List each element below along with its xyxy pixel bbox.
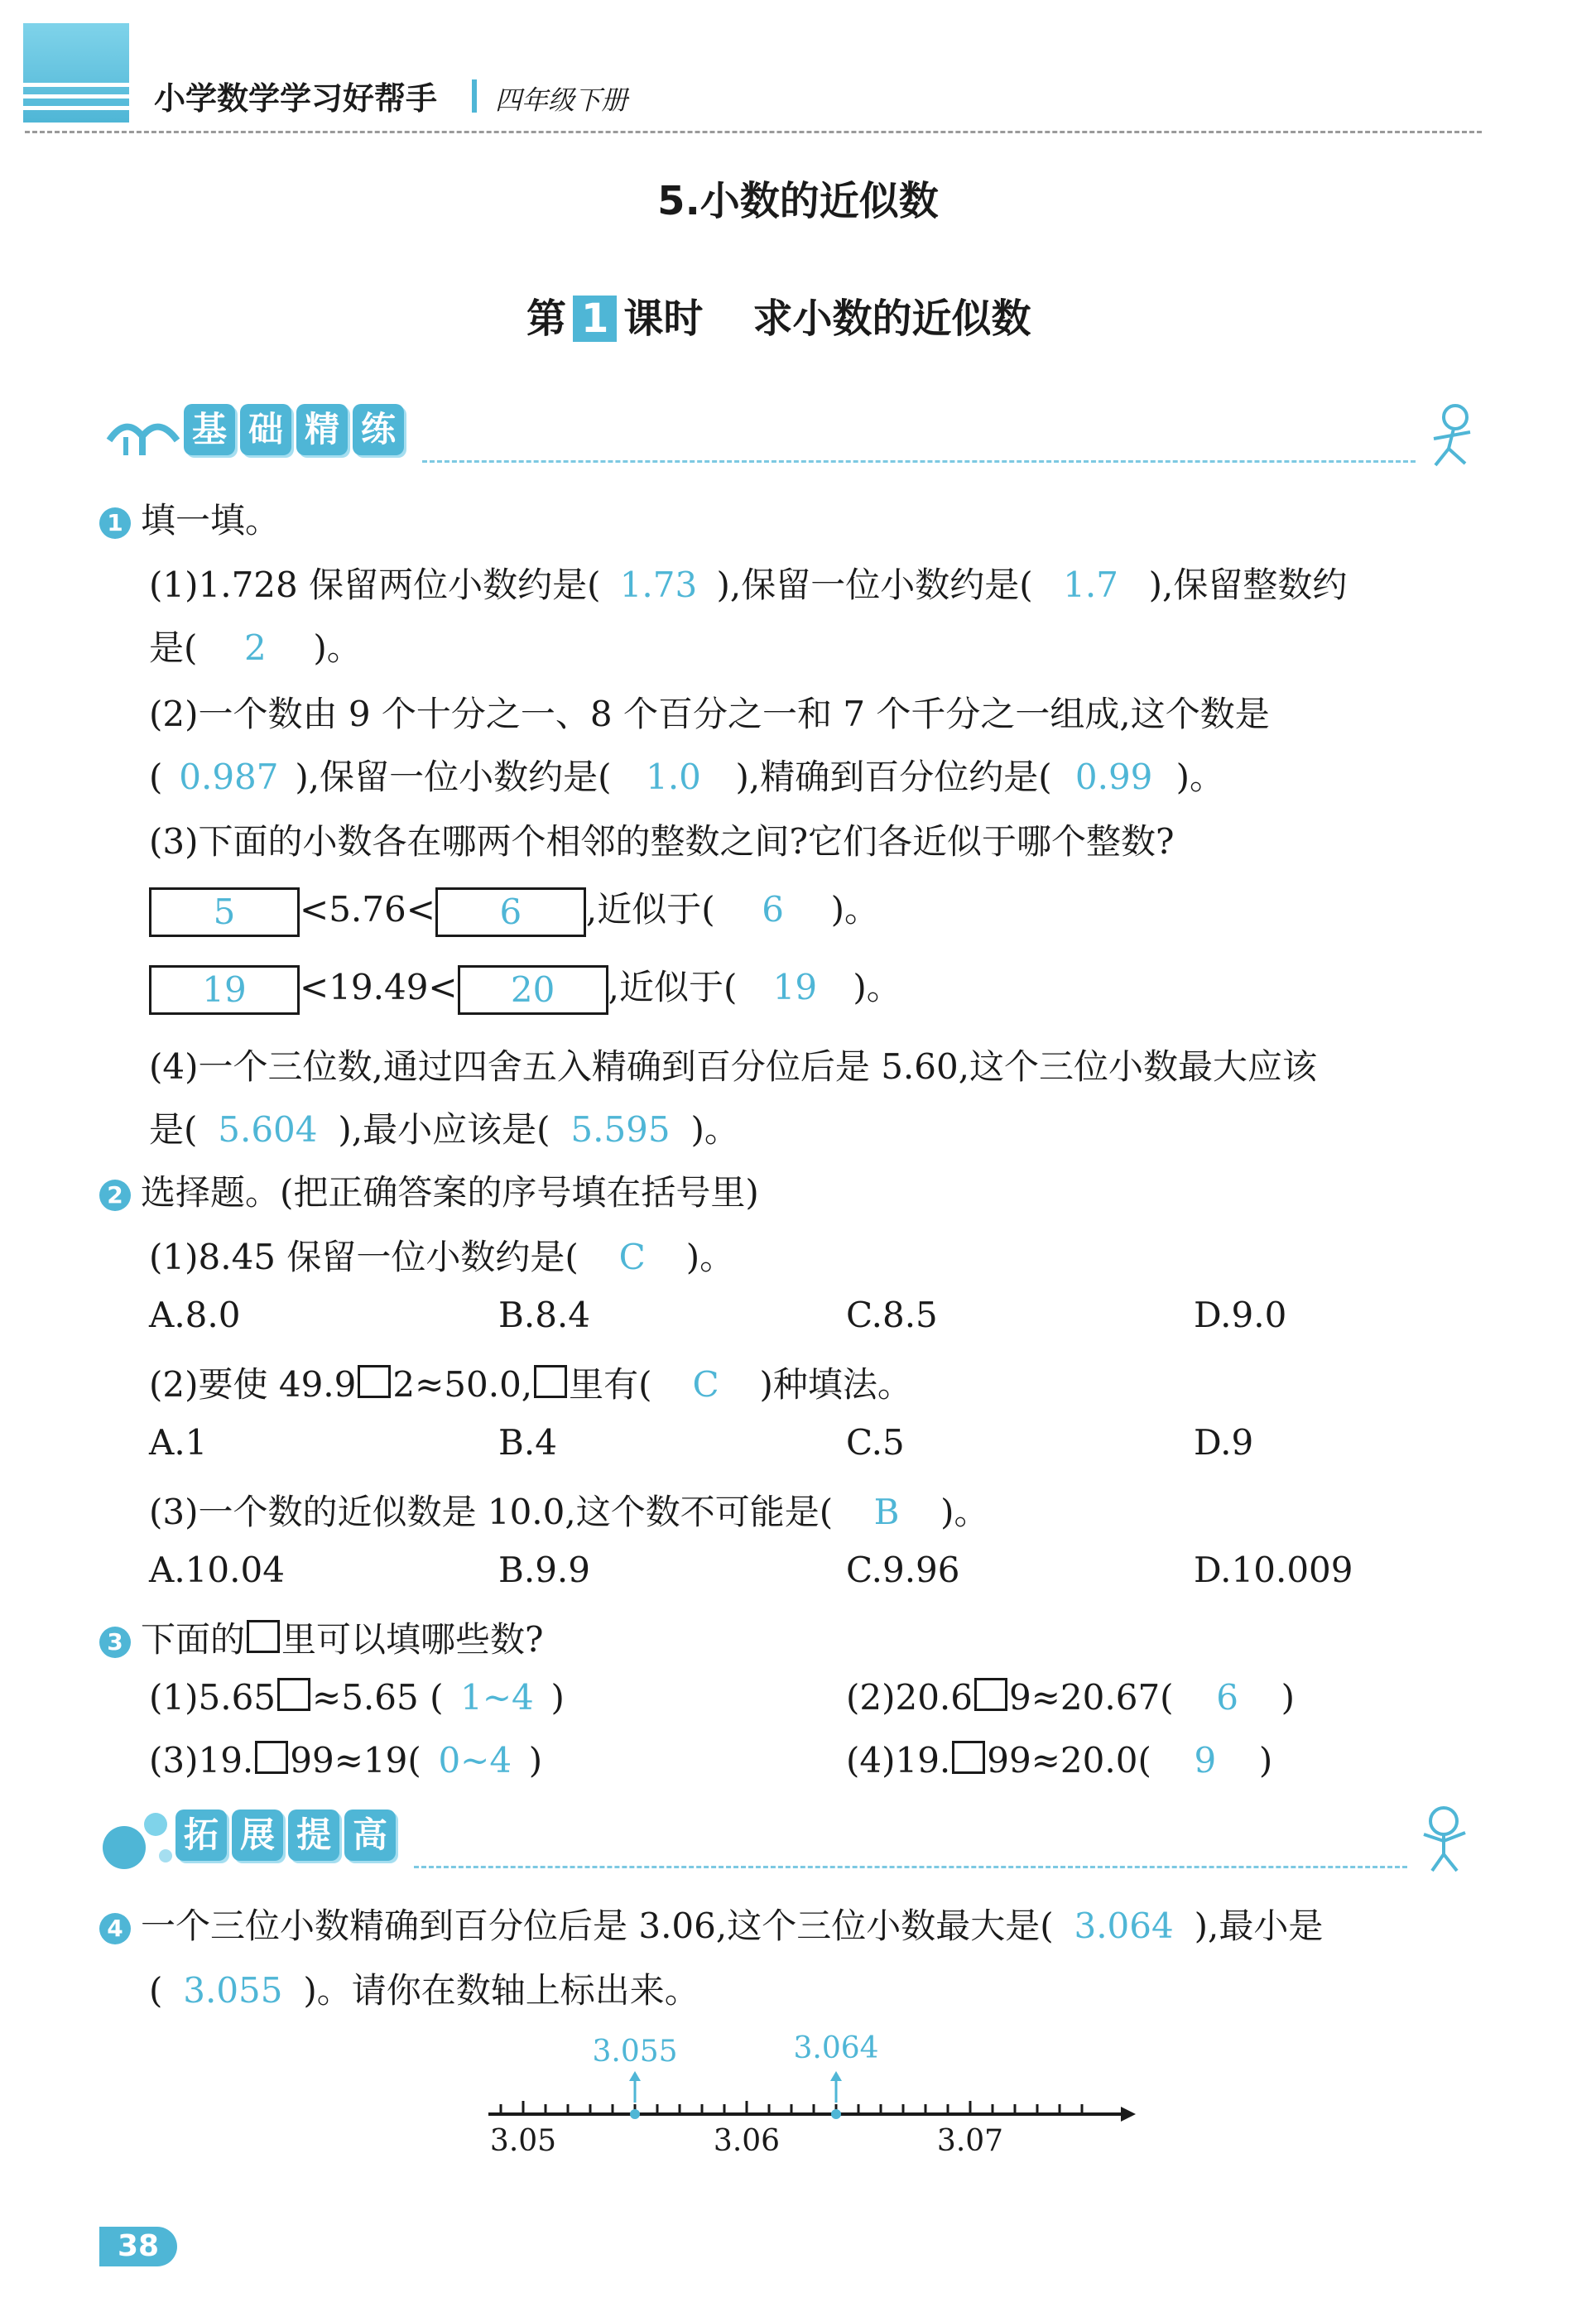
question-3-title [99,1612,544,1662]
text: 里有( [569,1364,652,1405]
blank-square [277,1678,310,1711]
answer: 1~4 [460,1677,534,1718]
number-line-tick-label: 3.05 [489,2124,557,2158]
text: )种填法。 [759,1364,912,1405]
header-corner-decoration [23,23,129,123]
number-line-point [831,2109,841,2119]
q1-part1-line1 [149,558,1347,608]
q2-sub2 [149,1358,912,1407]
text: 一个三位小数精确到百分位后是 3.06,这个三位小数最大是( [141,1906,1054,1946]
question-1-title [99,493,280,543]
q1-part1-line2 [149,621,362,670]
number-line-pointer-head [830,2071,842,2081]
lesson-number-badge: 1 [573,296,617,342]
q3-item2 [846,1677,1295,1718]
cheering-kid-icon [1407,1801,1482,1876]
answer: 3.055 [183,1970,283,2011]
question-text: 填一填。 [141,500,281,541]
q2-sub2-option: A.1 [149,1422,208,1463]
question-number-badge: 2 [99,1180,131,1211]
text: ) [1281,1677,1295,1718]
q2-sub1-option: C.8.5 [846,1295,938,1335]
q2-sub1-option: B.8.4 [498,1295,591,1335]
blank-square [952,1741,985,1774]
number-line-pointer-head [629,2071,641,2081]
text: <19.49< [300,967,458,1007]
answer: 19 [772,967,818,1007]
lesson-name: 求小数的近似数 [752,296,1031,342]
text: ) [550,1677,565,1718]
answer-box: 20 [458,965,608,1015]
text: )。 [940,1492,989,1532]
q2-sub2-option: D.9 [1194,1422,1254,1463]
q2-sub2-option: C.5 [846,1422,905,1463]
text: 是( [149,627,198,668]
number-line-point [630,2109,640,2119]
text: ,近似于( [608,967,738,1007]
banner-char: 础 [240,404,291,455]
banner-char: 拓 [175,1810,227,1861]
text: <5.76< [300,889,435,930]
header-grade: 四年级下册 [495,84,628,116]
text: (1)5.65 [149,1677,276,1718]
q2-sub3-option: B.9.9 [498,1550,591,1590]
answer-box: 19 [149,965,300,1015]
lesson-prefix: 第 [526,296,567,342]
q1-part3-row1 [149,882,879,937]
text: )。 [830,889,880,930]
text: 下面的 [141,1619,246,1660]
banner-char: 精 [296,404,348,455]
number-line-tick-label: 3.06 [713,2124,781,2158]
text: (1)8.45 保留一位小数约是( [149,1237,579,1277]
text: 99≈20.0( [987,1740,1151,1781]
text: )。 [853,967,901,1007]
blank-square [534,1365,567,1398]
bubbles-icon [96,1801,179,1876]
banner-divider [414,1866,1407,1868]
text: )。 [313,627,362,668]
text: (3)19. [149,1740,254,1781]
number-line [464,2011,1159,2169]
answer-box: 5 [149,887,300,937]
banner-char: 提 [288,1810,339,1861]
chapter-title: 5.小数的近似数 [657,178,939,224]
text: ),保留一位小数约是( [295,757,612,797]
sprout-icon [101,407,184,457]
text: (4)19. [846,1740,951,1781]
q2-sub3-option: D.10.009 [1194,1550,1353,1590]
header-separator [472,79,477,113]
number-line-mark-label: 3.055 [592,2035,678,2069]
question-number-badge: 4 [99,1913,131,1944]
text: 9≈20.67( [1009,1677,1174,1718]
text: )。请你在数轴上标出来。 [303,1970,699,2011]
q3-item4 [846,1740,1272,1781]
q1-part2-line1: (2)一个数由 9 个十分之一、8 个百分之一和 7 个千分之一组成,这个数是 [149,694,1270,734]
answer: 9 [1194,1740,1217,1781]
text: ),最小是 [1194,1906,1324,1946]
q3-item3 [149,1740,542,1781]
page-number: 38 [99,2227,177,2266]
q2-sub3-option: A.10.04 [149,1550,285,1590]
lesson-suffix: 课时 [623,296,704,342]
q1-part4-line1: (4)一个三位数,通过四舍五入精确到百分位后是 5.60,这个三位小数最大应该 [149,1046,1318,1087]
header-divider [25,131,1482,133]
question-text: 选择题。(把正确答案的序号填在括号里) [141,1172,759,1213]
answer: 0~4 [438,1740,512,1781]
text: ),保留整数约 [1148,565,1348,605]
q2-sub3 [149,1485,989,1535]
text: ) [1258,1740,1273,1781]
banner-divider [422,460,1416,463]
blank-square [247,1620,280,1653]
banner-char: 展 [232,1810,283,1861]
answer: 1.0 [646,757,701,797]
text: 2≈50.0, [392,1364,533,1405]
q1-part2-line2 [149,750,1224,800]
blank-square [255,1741,288,1774]
banner-char: 练 [353,404,404,455]
text: ) [528,1740,543,1781]
text: 99≈19( [290,1740,421,1781]
running-kid-icon [1424,402,1482,472]
number-line-tick-label: 3.07 [936,2124,1004,2158]
text: (1)1.728 保留两位小数约是( [149,565,601,605]
text: ,近似于( [585,889,715,930]
answer: 1.73 [619,565,698,605]
text: ≈5.65 ( [312,1677,444,1718]
number-line-mark-label: 3.064 [793,2031,879,2065]
text: )。 [685,1237,735,1277]
text: 是( [149,1109,198,1150]
question-4-line1 [99,1899,1323,1949]
text: )。 [1175,757,1225,797]
answer: 0.99 [1074,757,1153,797]
q3-item1 [149,1677,565,1718]
blank-square [358,1365,391,1398]
answer-box: 6 [435,887,586,937]
q2-sub3-option: C.9.96 [846,1550,960,1590]
text: ),精确到百分位约是( [735,757,1052,797]
answer: 5.595 [570,1109,671,1150]
answer: 6 [1216,1677,1238,1718]
q2-sub1-option: A.8.0 [149,1295,241,1335]
text: ( [149,1970,163,2011]
q1-part3-prompt: (3)下面的小数各在哪两个相邻的整数之间?它们各近似于哪个整数? [149,821,1175,862]
text: 里可以填哪些数? [281,1619,544,1660]
answer: C [692,1364,719,1405]
text: (2)要使 49.9 [149,1364,357,1405]
answer: 2 [244,627,267,668]
banner-char: 基 [184,404,235,455]
answer: C [618,1237,646,1277]
answer: 5.604 [218,1109,318,1150]
blank-square [974,1678,1007,1711]
q1-part4-line2 [149,1103,739,1152]
text: ),保留一位小数约是( [716,565,1033,605]
answer: 1.7 [1063,565,1118,605]
section-banner-extend [175,1810,401,1859]
text: (2)20.6 [846,1677,973,1718]
banner-char: 高 [344,1810,396,1861]
answer: 3.064 [1074,1906,1174,1946]
question-2-title [99,1166,759,1215]
q2-sub1-option: D.9.0 [1194,1295,1287,1335]
section-banner-basic [184,404,409,454]
answer: 0.987 [179,757,279,797]
question-number-badge: 3 [99,1627,131,1658]
text: ( [149,757,163,797]
q2-sub2-option: B.4 [498,1422,557,1463]
header-book-title: 小学数学学习好帮手 [154,80,438,117]
text: (3)一个数的近似数是 10.0,这个数不可能是( [149,1492,834,1532]
question-number-badge: 1 [99,507,131,539]
text: )。 [690,1109,739,1150]
lesson-title [526,286,1031,344]
q1-part3-row2 [149,960,901,1015]
answer: 6 [762,889,785,930]
number-line-arrow [1121,2107,1136,2122]
q2-sub1 [149,1230,734,1280]
answer: B [873,1492,900,1532]
text: ),最小应该是( [338,1109,550,1150]
question-4-line2 [149,1963,699,2013]
